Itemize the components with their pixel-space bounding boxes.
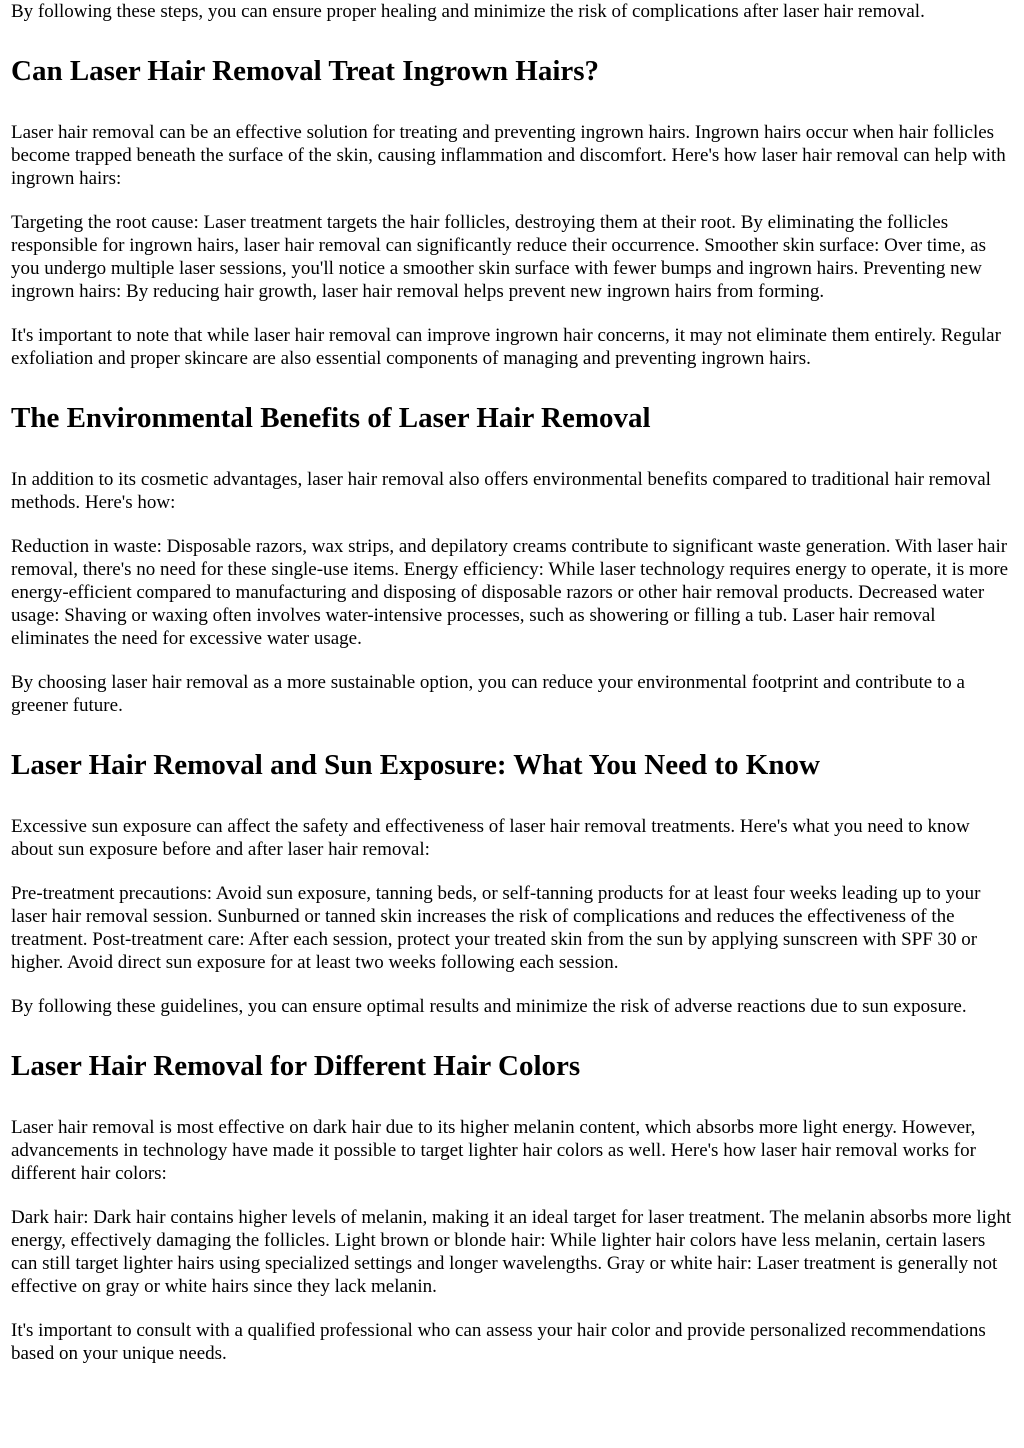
section-paragraph: It's important to note that while laser hair removal can improve ingrown hair concerns, it may not eliminate them entirely. Regular exfoliation and proper skincare are also essential components of managing and preventing ingrown hairs. (11, 325, 1001, 369)
section-hair-colors (11, 1049, 1013, 1365)
section-paragraph: Pre-treatment precautions: Avoid sun exposure, tanning beds, or self-tanning products for at least four weeks leading up to your laser hair removal session. Sunburned or tanned skin increases the risk of complications and reduces the effectiveness of the treatment. Post-treatment care: After each session, protect your treated skin from the sun by applying sunscreen with SPF 30 or higher. Avoid direct sun exposure for at least two weeks following each session. (11, 883, 981, 973)
section-paragraph: Laser hair removal is most effective on dark hair due to its higher melanin content, which absorbs more light energy. However, advancements in technology have made it possible to target lighter hair colors as well. Here's how laser hair removal works for different hair colors: (11, 1117, 976, 1184)
section-paragraph: It's important to consult with a qualified professional who can assess your hair color and provide personalized recommendations based on your unique needs. (11, 1320, 986, 1364)
section-paragraph: In addition to its cosmetic advantages, laser hair removal also offers environmental benefits compared to traditional hair removal methods. Here's how: (11, 469, 991, 513)
section-environmental-benefits (11, 401, 1013, 717)
section-paragraph: By choosing laser hair removal as a more sustainable option, you can reduce your environmental footprint and contribute to a greener future. (11, 672, 965, 716)
section-sun-exposure (11, 748, 1013, 1018)
section-paragraph: Laser hair removal can be an effective solution for treating and preventing ingrown hairs. Ingrown hairs occur when hair follicles become trapped beneath the surface of the skin, causing inflammation and discomfort. Here's how laser hair removal can help with ingrown hairs: (11, 122, 1006, 189)
section-paragraph: Dark hair: Dark hair contains higher levels of melanin, making it an ideal target for laser treatment. The melanin absorbs more light energy, effectively damaging the follicles. Light brown or blonde hair: While lighter hair colors have less melanin, certain lasers can still target lighter hairs using specialized settings and longer wavelengths. Gray or white hair: Laser treatment is generally not effective on gray or white hairs since they lack melanin. (11, 1207, 1012, 1297)
section-paragraph: Reduction in waste: Disposable razors, wax strips, and depilatory creams contribute to significant waste generation. With laser hair removal, there's no need for these single-use items. Energy efficiency: While laser technology requires energy to operate, it is more energy-efficient compared to manufacturing and disposing of disposable razors or other hair removal products. Decreased water usage: Shaving or waxing often involves water-intensive processes, such as showering or filling a tub. Laser hair removal eliminates the need for excessive water usage. (11, 536, 1009, 649)
intro-paragraph: By following these steps, you can ensure proper healing and minimize the risk of complications after laser hair removal. (11, 1, 925, 22)
section-heading: Can Laser Hair Removal Treat Ingrown Hairs? (11, 55, 600, 87)
section-paragraph: Excessive sun exposure can affect the safety and effectiveness of laser hair removal treatments. Here's what you need to know about sun exposure before and after laser hair removal: (11, 816, 970, 860)
section-heading: Laser Hair Removal and Sun Exposure: What You Need to Know (11, 749, 820, 781)
section-paragraph: By following these guidelines, you can ensure optimal results and minimize the risk of adverse reactions due to sun exposure. (11, 996, 967, 1017)
section-heading: Laser Hair Removal for Different Hair Colors (11, 1050, 581, 1082)
section-heading: The Environmental Benefits of Laser Hair Removal (11, 402, 651, 434)
section-ingrown-hairs (11, 54, 1013, 370)
section-paragraph: Targeting the root cause: Laser treatment targets the hair follicles, destroying them at their root. By eliminating the follicles responsible for ingrown hairs, laser hair removal can significantly reduce their occurrence. Smoother skin surface: Over time, as you undergo multiple laser sessions, you'll notice a smoother skin surface with fewer bumps and ingrown hairs. Preventing new ingrown hairs: By reducing hair growth, laser hair removal helps prevent new ingrown hairs from forming. (11, 212, 986, 302)
